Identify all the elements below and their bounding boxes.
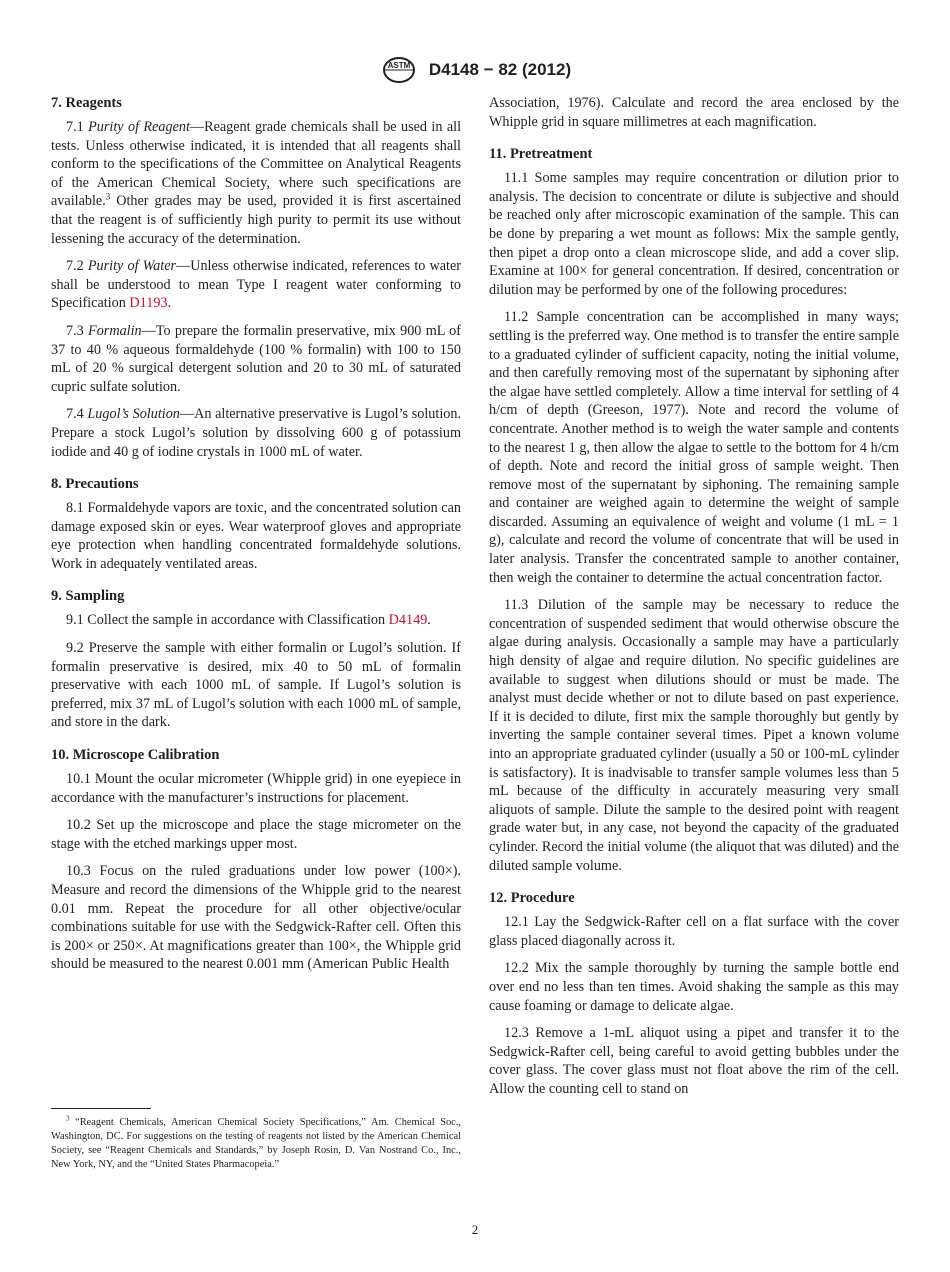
paragraph-11-2: 11.2 Sample concentration can be accomplished in many ways; settling is the preferred way. One method is to transfer the entire sample to a graduated cylinder of sufficient capacity, noting the initial volume, and then carefully removing most of the supernatant by siphoning after the algae have settled completely. Allow a time interval for settling of 4 h/cm of depth (Greeson, 1977). Note and record the volume of concentrate. Another method is to weigh the water sample and contents to the nearest 1 g, then allow the algae to settle to the bottom for 4 h/cm of depth. Note and record the initial gross of sample weight. Then remove most of the supernatant by siphoning. The remaining sample and container are weighed again to determine the weight of sample discarded. Assuming an equivalence of weight and volume (1 mL = 1 g), calculate and record the volume of concentrate that will be used in later analysis. Transfer the concentrated sample to another container, then weigh the container to determine the actual concentration factor. (489, 309, 899, 586)
section-sampling (51, 587, 461, 732)
link-d1193[interactable]: D1193 (129, 295, 168, 312)
section-title: 8. Precautions (51, 476, 139, 493)
astm-logo-icon (379, 56, 419, 84)
svg-text:ASTM: ASTM (387, 61, 411, 70)
footnote-ref[interactable]: 3 (105, 191, 111, 202)
section-title: 7. Reagents (51, 95, 122, 111)
section-title: 10. Microscope Calibration (51, 747, 220, 764)
paragraph-9-2: 9.2 Preserve the sample with either formalin or Lugol’s solution. If formalin preservative is desired, mix 40 to 50 mL of formalin preservative with each 1000 mL of sample. If Lugol’s solution is preferred, mix 37 mL of Lugol’s solution with each 1000 mL of sample, and store in the dark. (51, 640, 461, 731)
right-column (489, 94, 899, 1108)
section-pretreatment (489, 145, 899, 875)
paragraph-7-3: 7.3 Formalin—To prepare the formalin preservative, mix 900 mL of 37 to 40 % aqueous formaldehyde (100 % formalin) with 100 to 150 mL of 20 % surgical detergent solution and 20 to 30 mL of saturated cupric sulfate solution. (51, 322, 461, 395)
page-number: 2 (471, 1222, 479, 1237)
paragraph-11-1: 11.1 Some samples may require concentration or dilution prior to analysis. The decision to concentrate or dilute is subjective and should be reached only after microscopic examination of the sample. This can be done by preparing a wet mount as follows: Mix the sample gently, then pipet a drop onto a clean microscope slide, and add a cover slip. Examine at 100× for general concentration. If desired, concentration or dilution may be performed by one of the following procedures: (489, 170, 899, 298)
link-d4149[interactable]: D4149 (388, 612, 428, 629)
paragraph-10-3-continued: Association, 1976). Calculate and record the area enclosed by the Whipple grid in square millimetres at each magnification. (489, 95, 899, 130)
paragraph-12-1: 12.1 Lay the Sedgwick-Rafter cell on a flat surface with the cover glass placed diagonally across it. (489, 914, 899, 949)
footnote-3: $^3$ “Reagent Chemicals, American Chemical Society Specifications,” Am. Chemical Soc., Washington, DC. For suggestions on the testing of reagents not listed by the American Chemical Society, see “Reagent Chemicals and Standards,” by Joseph Rosin, D. Van Nostrand Co., Inc., New York, NY, and the “United States Pharmacopeia.” (51, 1114, 461, 1170)
paragraph-8-1: 8.1 Formaldehyde vapors are toxic, and the concentrated solution can damage exposed skin or eyes. Wear waterproof gloves and appropriate eye protection when handling concentrated formaldehyde solutions. Work in adequately ventilated areas. (51, 500, 461, 572)
paragraph-7-1: 7.1 Purity of Reagent—Reagent grade chemicals shall be used in all tests. Unless otherwise indicated, it is intended that all reagents shall conform to the specifications of the Committee on Analytical Reagents of the American Chemical Society, where such specifications are available.$^3$ Other grades may be used, provided it is first ascertained that the reagent is of sufficiently high purity to permit its use without lessening the accuracy of the determination. (51, 119, 462, 247)
paragraph-12-3: 12.3 Remove a 1-mL aliquot using a pipet and transfer it to the Sedgwick-Rafter cell, being careful to avoid getting bubbles under the cover glass. The cover glass must not float above the rim of the cell. Allow the counting cell to stand on (489, 1025, 899, 1097)
paragraph-7-4: 7.4 Lugol’s Solution—An alternative preservative is Lugol’s solution. Prepare a stock Lugol’s solution by dissolving 600 g of potassium iodide and 40 g of iodine crystals in 1000 mL of water. (51, 406, 461, 460)
section-title: 9. Sampling (51, 588, 125, 605)
paragraph-10-2: 10.2 Set up the microscope and place the stage micrometer on the stage with the etched markings upper most. (51, 817, 461, 852)
standard-designation: D4148 − 82 (2012) (428, 60, 572, 79)
section-precautions (51, 475, 461, 573)
section-title: 12. Procedure (489, 890, 575, 907)
section-title: 11. Pretreatment (489, 146, 593, 163)
paragraph-11-3: 11.3 Dilution of the sample may be necessary to reduce the concentration of suspended sediment that would otherwise obscure the algae during analysis. Occasionally a sample may have a particularly high density of algae and require dilution. No specific guidelines are available to suggest when dilutions should or must be made. The analyst must decide whether or not to dilute based on past experience. If it is decided to dilute, first mix the sample thoroughly but gently by inverting the sample container several times. Pipet a known volume into an appropriate graduated cylinder (usually a 50 or 100-mL cylinder is satisfactory). It is inadvisable to transfer sample volumes less than 5 mL because of the difficulty in accurately measuring very small aliquots of sample. Dilute the sample to the desired point with reagent grade water but, in any case, not beyond the capacity of the graduated cylinder. Record the initial volume (the aliquot that was diluted) and the diluted sample volume. (489, 597, 899, 874)
paragraph-12-2: 12.2 Mix the sample thoroughly by turning the sample bottle end over end no less than ten times. Avoid shaking the sample as this may cause foaming or damage to delicate algae. (489, 960, 899, 1014)
paragraph-10-1: 10.1 Mount the ocular micrometer (Whipple grid) in one eyepiece in accordance with the manufacturer’s instructions for placement. (51, 771, 461, 806)
paragraph-10-3: 10.3 Focus on the ruled graduations under low power (100×). Measure and record the dimensions of the Whipple grid to the nearest 0.01 mm. Repeat the procedure for all other objective/ocular combinations suitable for use with the Sedgwick-Rafter cell. Often this is 200× or 250×. At magnifications greater than 100×, the Whipple grid should be measured to the nearest 0.001 mm (American Public Health (51, 863, 461, 973)
paragraph-9-1: 9.1 Collect the sample in accordance with Classification D4149. (66, 612, 431, 629)
section-microscope-calibration (51, 746, 461, 974)
section-procedure (489, 889, 899, 1098)
left-column (51, 94, 461, 983)
paragraph-7-2: 7.2 Purity of Water—Unless otherwise indicated, references to water shall be understood to mean Type I reagent water conforming to Specification D1193. (51, 258, 462, 312)
page-header (0, 56, 950, 84)
section-reagents (51, 94, 461, 461)
footnote-divider (51, 1108, 151, 1109)
